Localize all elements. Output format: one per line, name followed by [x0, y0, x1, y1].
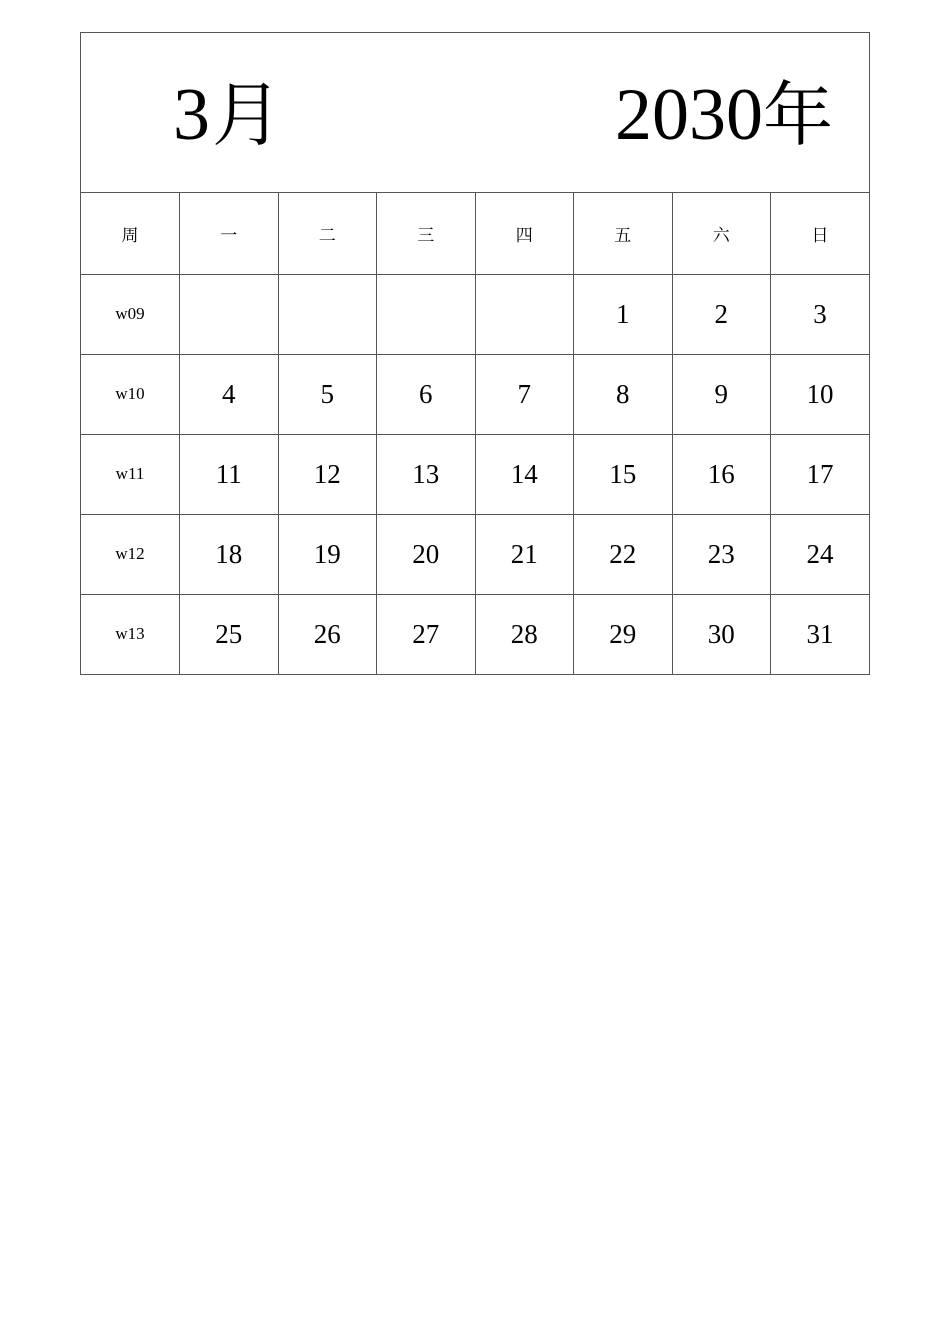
day-cell: 16	[672, 434, 771, 514]
year-title	[615, 74, 833, 156]
day-cell: 6	[377, 354, 476, 434]
column-header-fri: 五	[574, 193, 673, 274]
day-cell: 15	[574, 434, 673, 514]
day-cell: 17	[771, 434, 870, 514]
day-cell: 27	[377, 594, 476, 674]
column-header-sun: 日	[771, 193, 870, 274]
column-header-tue: 二	[278, 193, 377, 274]
day-cell: 9	[672, 354, 771, 434]
day-cell: 5	[278, 354, 377, 434]
day-cell: 21	[475, 514, 574, 594]
day-cell: 7	[475, 354, 574, 434]
day-cell: 13	[377, 434, 476, 514]
day-cell: 22	[574, 514, 673, 594]
day-cell: 31	[771, 594, 870, 674]
month-suffix: 月	[212, 74, 284, 156]
calendar-grid	[81, 193, 869, 674]
week-row	[81, 274, 869, 354]
day-cell: 11	[180, 434, 279, 514]
day-cell: 3	[771, 274, 870, 354]
day-cell	[475, 274, 574, 354]
day-cell: 18	[180, 514, 279, 594]
week-number: w11	[81, 434, 180, 514]
year-suffix: 年	[763, 74, 833, 156]
month-title	[173, 74, 284, 156]
day-cell	[180, 274, 279, 354]
year-number: 2030	[615, 74, 763, 156]
day-cell: 29	[574, 594, 673, 674]
day-cell: 19	[278, 514, 377, 594]
column-header-mon: 一	[180, 193, 279, 274]
column-header-thu: 四	[475, 193, 574, 274]
column-header-sat: 六	[672, 193, 771, 274]
calendar-header	[81, 33, 869, 193]
week-number: w12	[81, 514, 180, 594]
week-number: w13	[81, 594, 180, 674]
day-cell: 28	[475, 594, 574, 674]
calendar	[80, 32, 870, 675]
week-row	[81, 354, 869, 434]
day-cell: 1	[574, 274, 673, 354]
week-row	[81, 594, 869, 674]
week-number: w09	[81, 274, 180, 354]
week-number: w10	[81, 354, 180, 434]
day-cell: 8	[574, 354, 673, 434]
day-cell	[278, 274, 377, 354]
month-number: 3	[173, 74, 212, 156]
day-cell: 12	[278, 434, 377, 514]
day-cell: 23	[672, 514, 771, 594]
day-cell: 30	[672, 594, 771, 674]
day-cell: 25	[180, 594, 279, 674]
week-row	[81, 434, 869, 514]
day-cell: 20	[377, 514, 476, 594]
day-cell	[377, 274, 476, 354]
week-row	[81, 514, 869, 594]
weekday-header-row	[81, 193, 869, 274]
day-cell: 2	[672, 274, 771, 354]
day-cell: 10	[771, 354, 870, 434]
day-cell: 26	[278, 594, 377, 674]
day-cell: 24	[771, 514, 870, 594]
day-cell: 14	[475, 434, 574, 514]
column-header-week: 周	[81, 193, 180, 274]
day-cell: 4	[180, 354, 279, 434]
column-header-wed: 三	[377, 193, 476, 274]
